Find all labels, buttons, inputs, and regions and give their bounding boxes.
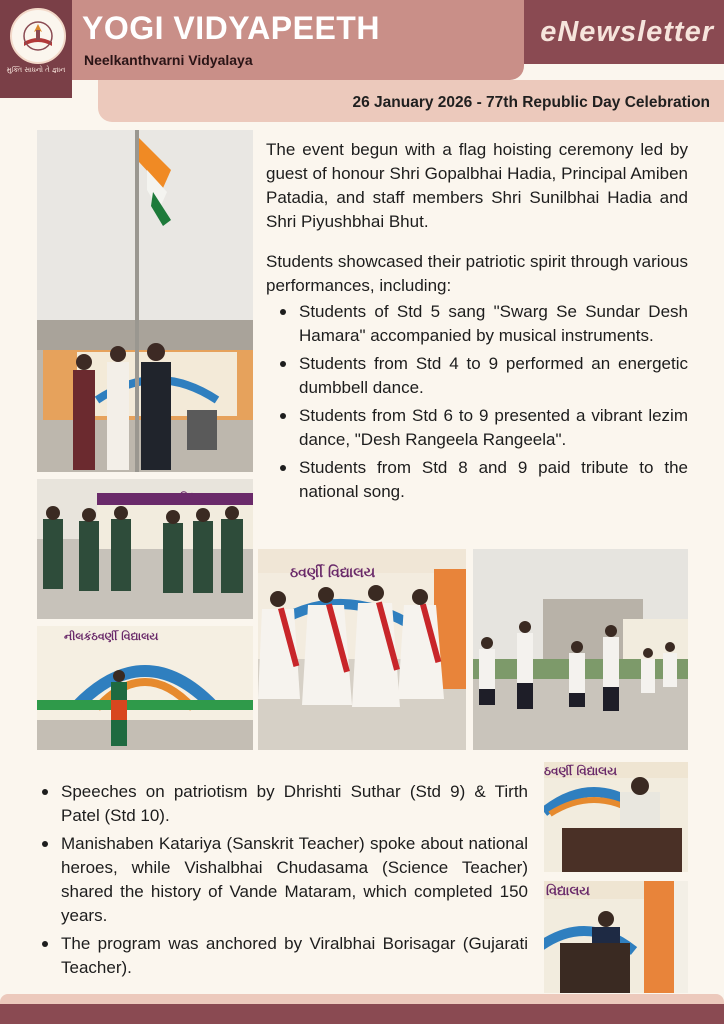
highlights-list xyxy=(28,780,528,984)
photo-solo-dancer xyxy=(37,626,253,750)
photo-2-banner-text: વિદ્યાલય xyxy=(180,492,214,503)
photo-4-banner-text: ઠવર્ણી વિદ્યાલય xyxy=(290,565,376,581)
photo-3-banner-text: નીલકંઠવર્ણી વિદ્યાલય xyxy=(64,630,159,643)
event-title: 26 January 2026 - 77th Republic Day Celebration xyxy=(352,94,710,111)
performances-list xyxy=(266,300,688,508)
photo-dumbbell-dance xyxy=(473,549,688,750)
footer-band xyxy=(0,1004,724,1024)
list-item: Students from Std 6 to 9 presented a vibrant lezim dance, "Desh Rangeela Rangeela". xyxy=(266,404,688,452)
school-logo-icon xyxy=(10,8,66,64)
logo-block xyxy=(0,0,72,98)
newsletter-label: eNewsletter xyxy=(540,16,714,48)
list-item: Speeches on patriotism by Dhrishti Suthar (Std 9) & Tirth Patel (Std 10). xyxy=(28,780,528,828)
list-item: Students from Std 4 to 9 performed an energetic dumbbell dance. xyxy=(266,352,688,400)
list-item: Students of Std 5 sang "Swarg Se Sundar Desh Hamara" accompanied by musical instruments. xyxy=(266,300,688,348)
photo-students-singing xyxy=(37,479,253,619)
photo-6-banner-text: ઠવર્ણી વિદ્યાલય xyxy=(544,764,618,778)
list-item: Manishaben Katariya (Sanskrit Teacher) spoke about national heroes, while Vishalbhai Chudasama (Science Teacher) shared the history of Vande Mataram, which completed 150 years. xyxy=(28,832,528,928)
brand-title: YOGI VIDYAPEETH xyxy=(82,10,380,46)
photo-flag-hoisting xyxy=(37,130,253,472)
brand-subtitle: Neelkanthvarni Vidyalaya xyxy=(84,52,253,68)
list-item: The program was anchored by Viralbhai Borisagar (Gujarati Teacher). xyxy=(28,932,528,980)
performances-intro: Students showcased their patriotic spirit through various performances, including: xyxy=(266,252,688,295)
photo-7-banner-text: વિદ્યાલય xyxy=(546,884,590,899)
list-item: Students from Std 8 and 9 paid tribute to the national song. xyxy=(266,456,688,504)
logo-caption: મુક્તિ સાધનો તે જ્ઞાન xyxy=(6,66,66,74)
intro-paragraph: The event begun with a flag hoisting ceremony led by guest of honour Shri Gopalbhai Hadia, Principal Amiben Patadia, and staff members Shri Sunilbhai Hadia and Shri Piyushbhai Bhut. xyxy=(266,140,688,231)
